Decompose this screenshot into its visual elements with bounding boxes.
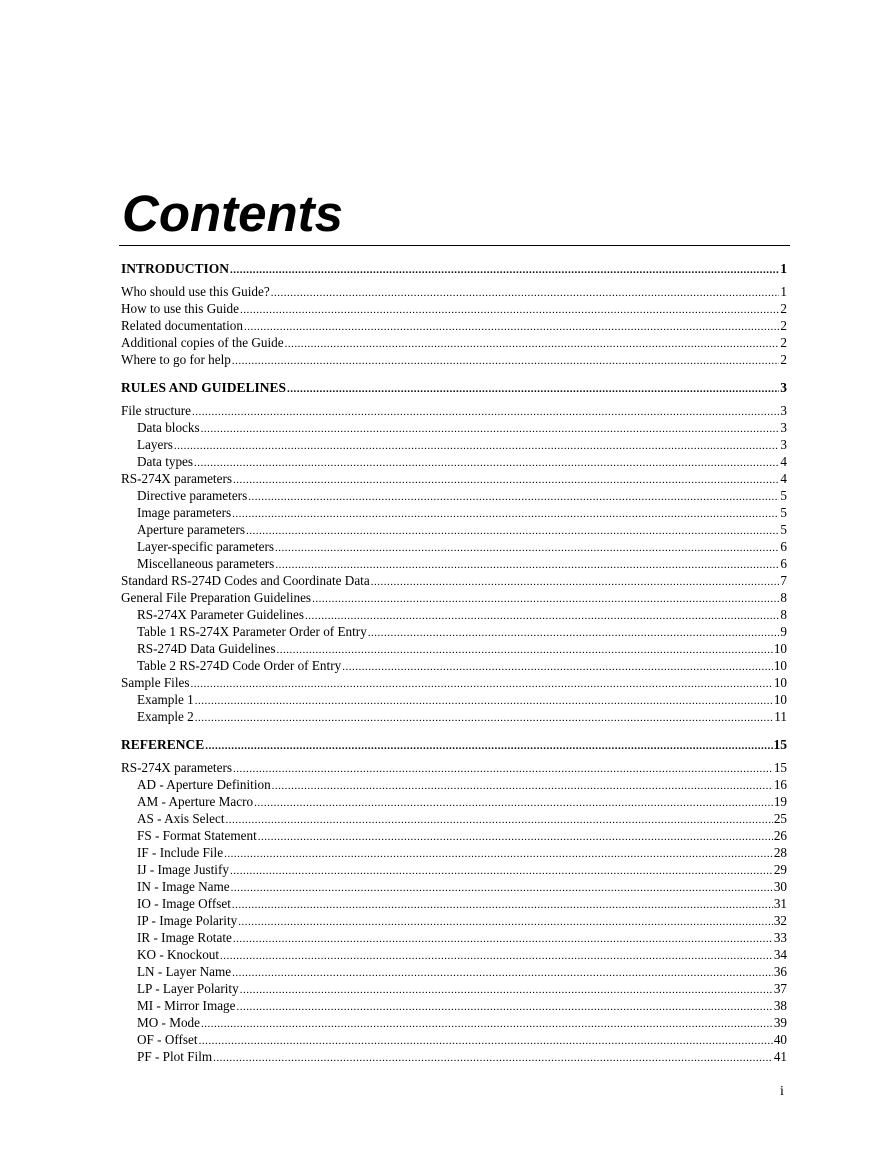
toc-entry[interactable]	[121, 317, 787, 334]
toc-entry-label: AS - Axis Select	[137, 811, 225, 826]
toc-entry-label: FS - Format Statement	[137, 828, 257, 843]
toc-entry-label: INTRODUCTION	[121, 261, 230, 276]
toc-entry-page: 5	[780, 522, 787, 537]
toc-entry-label: File structure	[121, 403, 191, 418]
toc-entry-label: Data types	[137, 454, 194, 469]
toc-entry[interactable]	[121, 504, 787, 521]
toc-entry-page: 2	[780, 318, 787, 333]
toc-entry-label: LP - Layer Polarity	[137, 981, 239, 996]
toc-entry-page: 33	[773, 930, 787, 945]
toc-entry-label: RS-274D Data Guidelines	[137, 641, 276, 656]
toc-entry-label: IJ - Image Justify	[137, 862, 229, 877]
toc-entry[interactable]	[121, 589, 787, 606]
toc-entry[interactable]	[121, 419, 787, 436]
toc-entry-label: REFERENCE	[121, 737, 205, 752]
toc-entry[interactable]	[121, 283, 787, 300]
toc-entry-label: IR - Image Rotate	[137, 930, 232, 945]
toc-entry-label: Layer-specific parameters	[137, 539, 275, 554]
toc-entry-label: KO - Knockout	[137, 947, 220, 962]
toc-entry[interactable]	[121, 640, 787, 657]
toc-entry-page: 10	[773, 675, 787, 690]
toc-entry-page: 34	[773, 947, 787, 962]
toc-entry-label: Layers	[137, 437, 173, 452]
toc-entry[interactable]	[121, 912, 787, 929]
toc-entry-label: Additional copies of the Guide	[121, 335, 284, 350]
toc-entry[interactable]	[121, 436, 787, 453]
toc-entry-page: 38	[773, 998, 787, 1013]
toc-entry[interactable]	[121, 470, 787, 487]
toc-chapter-entry[interactable]	[121, 376, 787, 400]
toc-entry-page: 7	[780, 573, 787, 588]
toc-entry-label: RS-274X parameters	[121, 471, 232, 486]
toc-entry[interactable]	[121, 810, 787, 827]
title-rule	[119, 245, 790, 246]
toc-entry[interactable]	[121, 453, 787, 470]
toc-entry-label: AD - Aperture Definition	[137, 777, 271, 792]
toc-entry-label: RULES AND GUIDELINES	[121, 380, 287, 395]
toc-entry-page: 8	[780, 607, 787, 622]
toc-entry-page: 36	[773, 964, 787, 979]
toc-entry-page: 26	[773, 828, 787, 843]
toc-chapter-entry[interactable]	[121, 733, 787, 757]
toc-entry[interactable]	[121, 997, 787, 1014]
toc-entry[interactable]	[121, 759, 787, 776]
toc-entry-page: 3	[780, 380, 787, 395]
toc-entry-label: Data blocks	[137, 420, 200, 435]
toc-entry[interactable]	[121, 827, 787, 844]
toc-chapter-entry[interactable]	[121, 257, 787, 281]
toc-entry-label: Example 1	[137, 692, 194, 707]
toc-entry-label: RS-274X Parameter Guidelines	[137, 607, 305, 622]
toc-entry-page: 19	[773, 794, 787, 809]
toc-entry[interactable]	[121, 793, 787, 810]
toc-entry-page: 28	[773, 845, 787, 860]
toc-entry-label: Table 2 RS-274D Code Order of Entry	[137, 658, 342, 673]
toc-entry-page: 25	[773, 811, 787, 826]
toc-entry-page: 2	[780, 335, 787, 350]
toc-entry[interactable]	[121, 946, 787, 963]
table-of-contents	[121, 257, 787, 1065]
page-number: i	[780, 1084, 784, 1099]
toc-entry-label: MI - Mirror Image	[137, 998, 236, 1013]
toc-entry-page: 1	[780, 284, 787, 299]
toc-entry[interactable]	[121, 963, 787, 980]
toc-entry-label: LN - Layer Name	[137, 964, 232, 979]
toc-entry-label: AM - Aperture Macro	[137, 794, 254, 809]
toc-entry[interactable]	[121, 555, 787, 572]
toc-entry-page: 37	[773, 981, 787, 996]
toc-entry[interactable]	[121, 980, 787, 997]
toc-entry-label: IO - Image Offset	[137, 896, 231, 911]
toc-entry-page: 41	[773, 1049, 787, 1064]
toc-entry-page: 10	[773, 692, 787, 707]
toc-dot-leader	[195, 710, 774, 727]
toc-entry-page: 4	[780, 471, 787, 486]
toc-entry-label: Standard RS-274D Codes and Coordinate Data	[121, 573, 370, 588]
toc-entry-page: 8	[780, 590, 787, 605]
toc-entry-label: Directive parameters	[137, 488, 248, 503]
toc-entry[interactable]	[121, 708, 787, 725]
toc-entry-page: 3	[780, 437, 787, 452]
toc-dot-leader	[205, 734, 772, 758]
toc-entry-label: IP - Image Polarity	[137, 913, 238, 928]
toc-entry-page: 32	[773, 913, 787, 928]
toc-entry[interactable]	[121, 1031, 787, 1048]
toc-entry[interactable]	[121, 334, 787, 351]
toc-entry-label: Related documentation	[121, 318, 243, 333]
toc-entry[interactable]	[121, 572, 787, 589]
toc-entry-label: Sample Files	[121, 675, 190, 690]
toc-entry[interactable]	[121, 1014, 787, 1031]
toc-entry-page: 9	[780, 624, 787, 639]
toc-entry[interactable]	[121, 776, 787, 793]
toc-entry-label: IN - Image Name	[137, 879, 230, 894]
toc-entry-page: 40	[773, 1032, 787, 1047]
toc-entry-label: Miscellaneous parameters	[137, 556, 275, 571]
toc-entry-label: RS-274X parameters	[121, 760, 232, 775]
toc-entry-page: 39	[773, 1015, 787, 1030]
toc-entry-page: 30	[773, 879, 787, 894]
toc-entry-label: Where to go for help	[121, 352, 231, 367]
toc-entry-page: 3	[780, 403, 787, 418]
toc-entry-page: 6	[780, 539, 787, 554]
page-title: Contents	[122, 185, 343, 242]
toc-entry-page: 29	[773, 862, 787, 877]
toc-entry-page: 15	[773, 760, 787, 775]
toc-entry[interactable]	[121, 538, 787, 555]
toc-entry-page: 10	[773, 658, 787, 673]
toc-entry[interactable]	[121, 487, 787, 504]
toc-entry-label: OF - Offset	[137, 1032, 198, 1047]
toc-entry-page: 16	[773, 777, 787, 792]
toc-entry-label: Who should use this Guide?	[121, 284, 270, 299]
toc-entry[interactable]	[121, 351, 787, 368]
toc-entry[interactable]	[121, 606, 787, 623]
toc-entry[interactable]	[121, 657, 787, 674]
toc-entry[interactable]	[121, 691, 787, 708]
toc-entry-page: 1	[780, 261, 787, 276]
toc-entry-label: PF - Plot Film	[137, 1049, 213, 1064]
toc-entry-page: 15	[773, 737, 787, 752]
toc-entry-page: 5	[780, 505, 787, 520]
toc-entry-label: Example 2	[137, 709, 194, 724]
toc-entry[interactable]	[121, 300, 787, 317]
toc-entry[interactable]	[121, 1048, 787, 1065]
toc-dot-leader	[230, 258, 779, 282]
toc-entry-label: Aperture parameters	[137, 522, 246, 537]
toc-dot-leader	[213, 1050, 773, 1067]
toc-entry-label: Table 1 RS-274X Parameter Order of Entry	[137, 624, 367, 639]
toc-entry-page: 3	[780, 420, 787, 435]
toc-entry[interactable]	[121, 674, 787, 691]
toc-entry[interactable]	[121, 402, 787, 419]
toc-entry-page: 2	[780, 301, 787, 316]
toc-entry[interactable]	[121, 623, 787, 640]
toc-entry-label: General File Preparation Guidelines	[121, 590, 312, 605]
toc-entry[interactable]	[121, 844, 787, 861]
toc-entry[interactable]	[121, 929, 787, 946]
toc-entry-page: 5	[780, 488, 787, 503]
toc-entry-page: 11	[774, 709, 787, 724]
toc-entry-page: 10	[773, 641, 787, 656]
toc-entry[interactable]	[121, 521, 787, 538]
toc-entry[interactable]	[121, 878, 787, 895]
toc-entry-label: MO - Mode	[137, 1015, 201, 1030]
toc-entry-label: Image parameters	[137, 505, 232, 520]
toc-entry[interactable]	[121, 861, 787, 878]
toc-entry-page: 4	[780, 454, 787, 469]
toc-entry-page: 6	[780, 556, 787, 571]
toc-entry-page: 2	[780, 352, 787, 367]
toc-entry-label: How to use this Guide	[121, 301, 239, 316]
toc-entry[interactable]	[121, 895, 787, 912]
toc-dot-leader	[287, 377, 779, 401]
toc-entry-label: IF - Include File	[137, 845, 224, 860]
toc-dot-leader	[232, 353, 780, 370]
toc-entry-page: 31	[773, 896, 787, 911]
